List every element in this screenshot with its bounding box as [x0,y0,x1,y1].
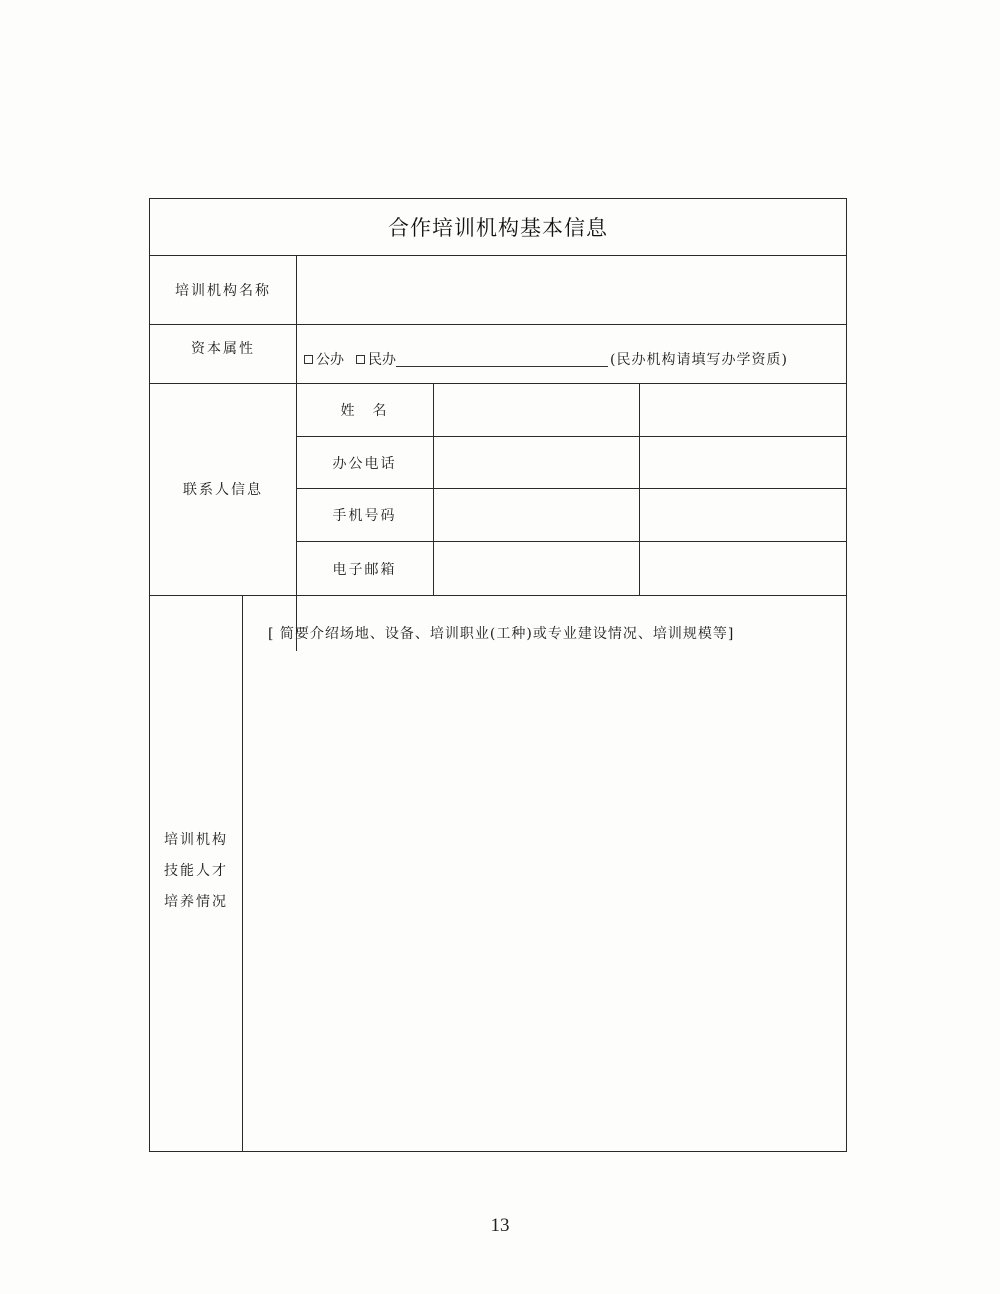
name-field-2[interactable] [640,384,846,436]
training-label [150,825,242,918]
office-phone-field-1[interactable] [434,437,639,488]
mobile-field-2[interactable] [640,489,846,541]
email-field-2[interactable] [640,542,846,595]
checkbox-public[interactable] [304,355,313,364]
name-field-1[interactable] [434,384,639,436]
qualification-blank[interactable] [396,352,608,367]
org-name-label: 培训机构名称 [175,283,271,299]
capital-note: (民办机构请填写办学资质) [610,352,788,368]
training-description-field[interactable] [243,639,846,1149]
option-public[interactable] [304,349,344,369]
contact-row-label: 姓 名 [340,403,389,419]
training-label-line: 培训机构 [164,832,228,848]
training-hint: [ 简要介绍场地、设备、培训职业(工种)或专业建设情况、培训规模等] [268,626,735,642]
training-label-line: 培养情况 [164,894,228,910]
option-private-label: 民办 [368,352,396,368]
contact-row-label: 办公电话 [332,455,397,472]
option-private[interactable] [356,349,396,369]
contact-row-label: 手机号码 [332,508,397,524]
option-public-label: 公办 [316,352,344,368]
email-field-1[interactable] [434,542,639,595]
capital-label: 资本属性 [191,341,255,357]
checkbox-private[interactable] [356,355,365,364]
contact-row-label: 电子邮箱 [332,561,397,578]
org-name-field[interactable] [297,256,846,324]
mobile-field-1[interactable] [434,489,639,541]
form-title: 合作培训机构基本信息 [388,216,608,240]
org-info-form [149,198,847,1152]
divider [150,595,846,596]
office-phone-field-2[interactable] [640,437,846,488]
page-number: 13 [490,1215,510,1236]
contact-label: 联系人信息 [183,482,263,498]
training-label-line: 技能人才 [164,863,228,879]
capital-options [304,349,788,369]
